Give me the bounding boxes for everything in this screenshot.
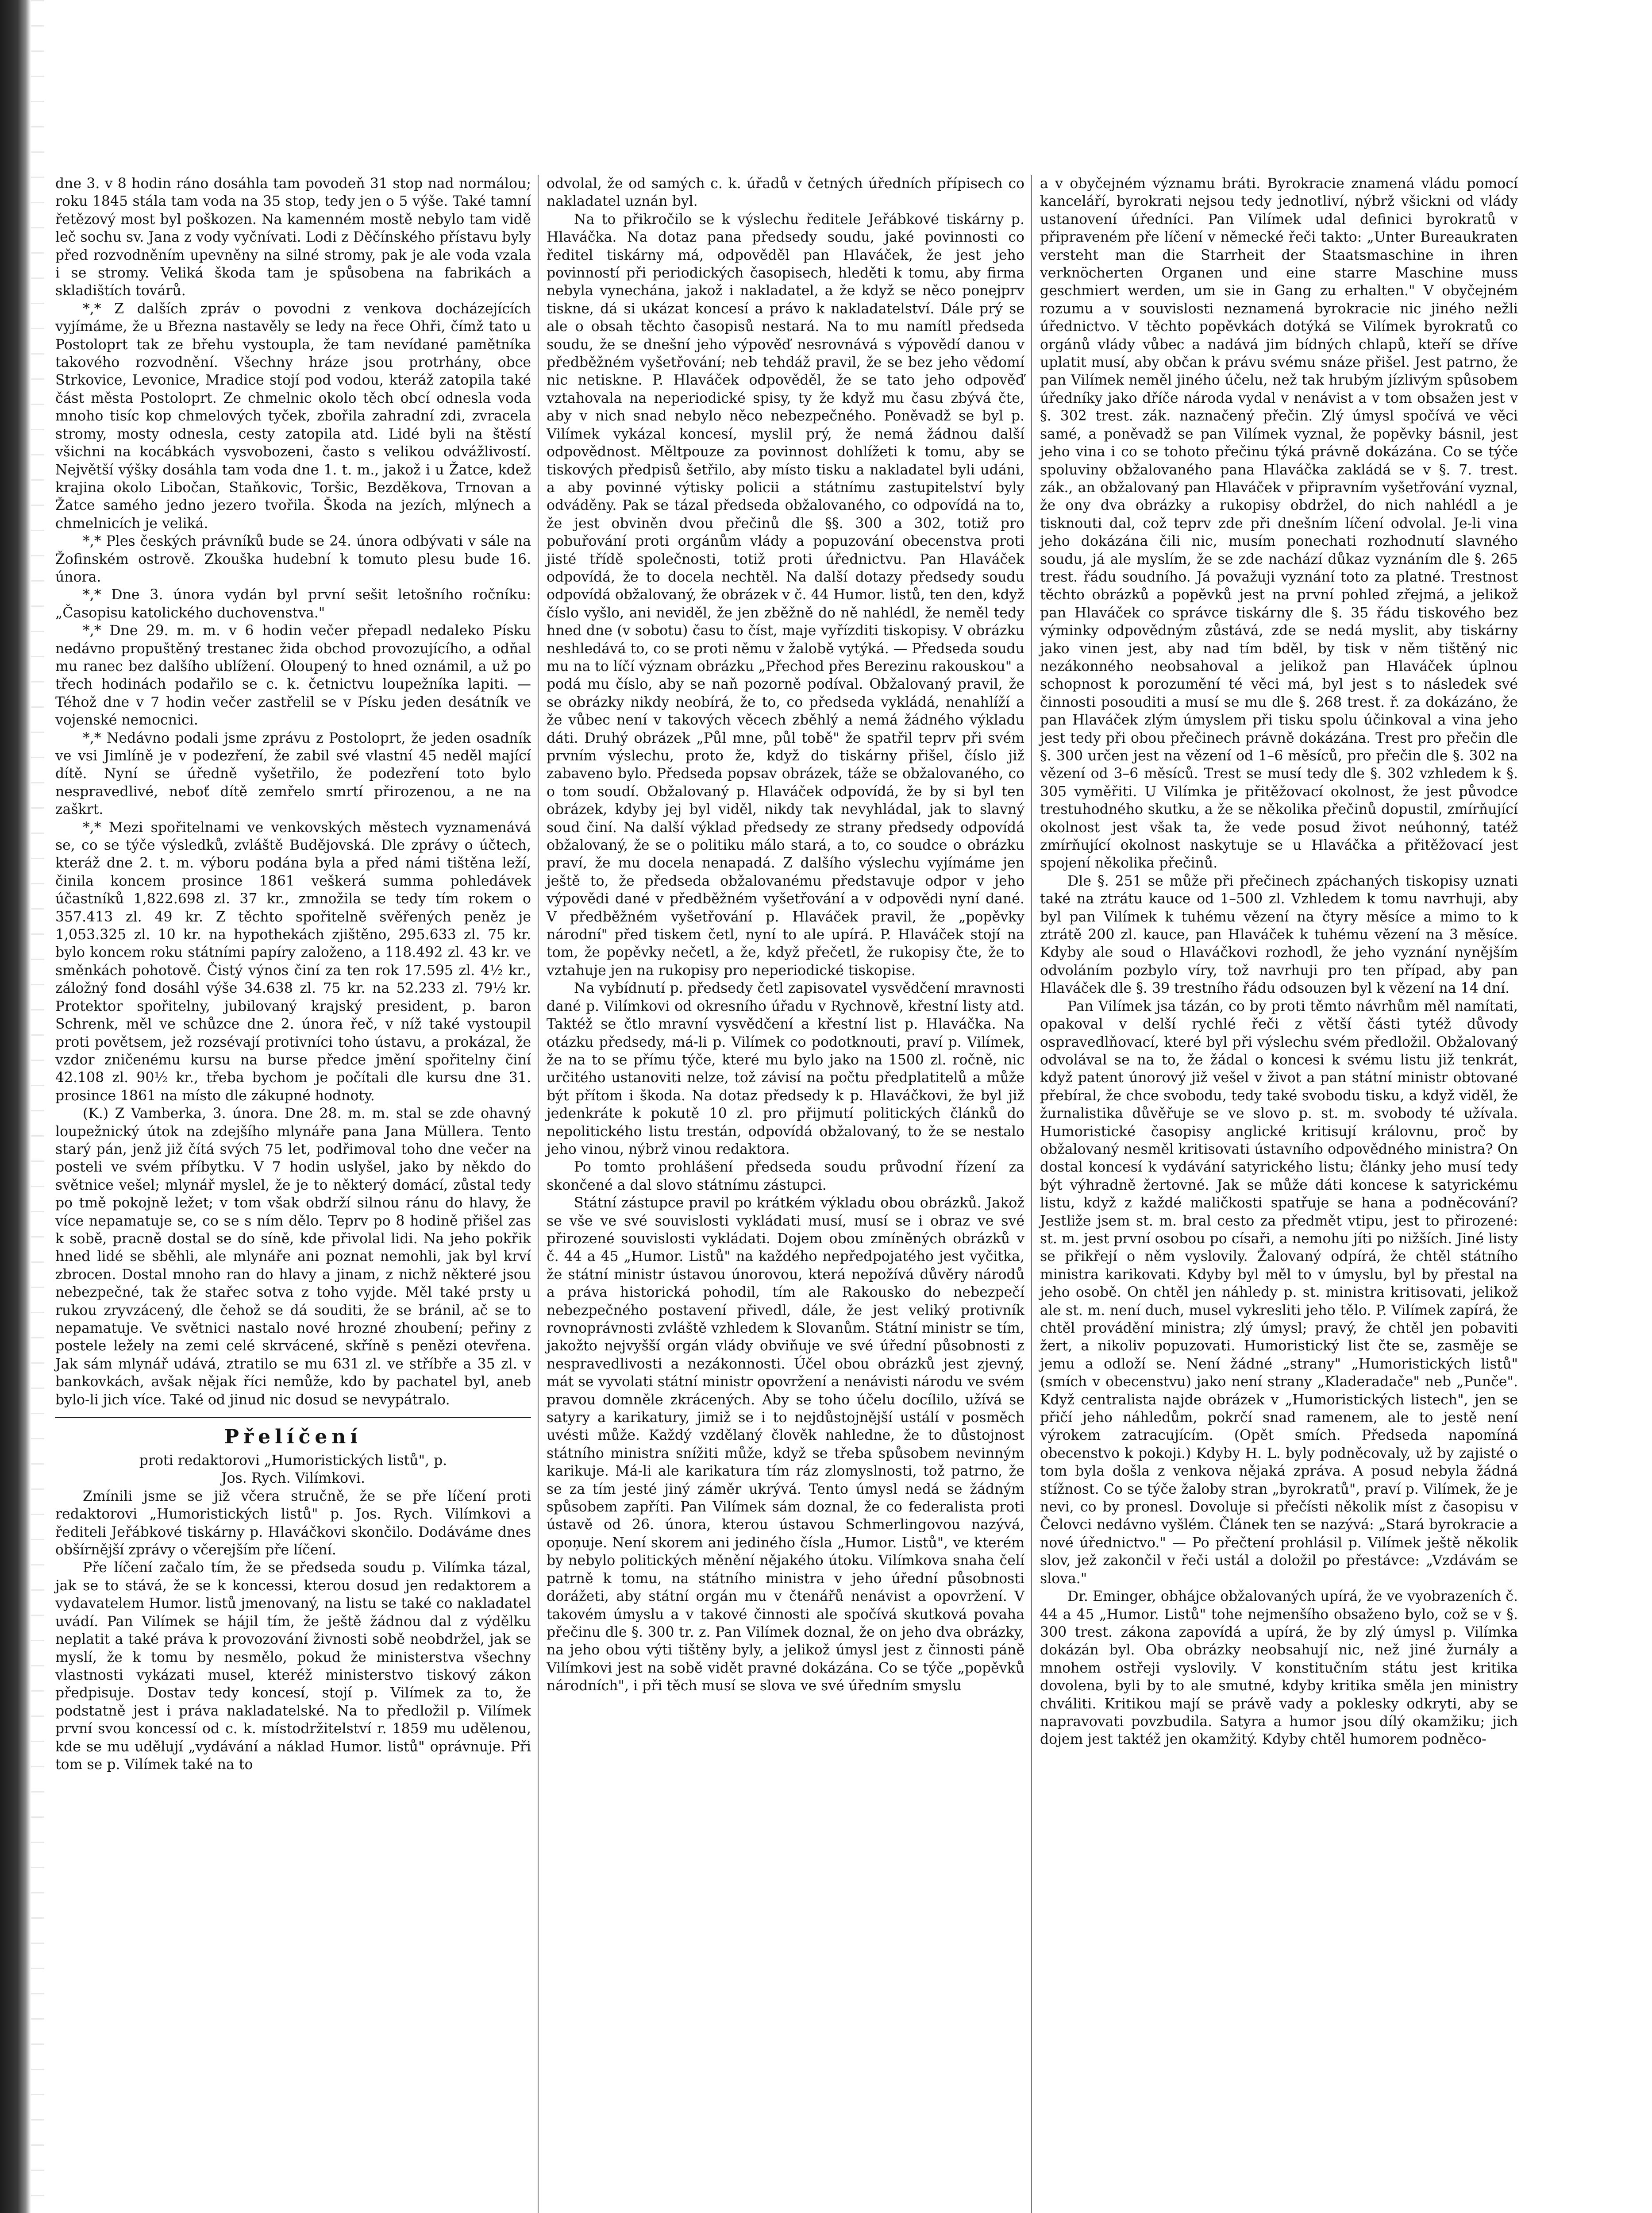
paragraph-trial-intro: Zmínili jsme se již včera stručně, že se pře líčení proti redaktorovi „Humoristických listů" p. Jos. Rych. Vilímkovi a řediteli Jeřábkové tiskárny p. Hlaváčkovi skončilo. Dodáváme dnes obšírnější zprávy o včerejším pře líčení.: [55, 1488, 531, 1558]
paragraph-prosecutor-word: Po tomto prohlášení předseda soudu průvodní řízení za skončené a dal slovo státnímu zástupci.: [547, 1159, 1024, 1193]
section-subtitle-line-1: proti redaktorovi „Humoristických listů", p.: [139, 1453, 447, 1469]
paragraph-hlavacek-hearing: Na to přikročilo se k výslechu ředitele Jeřábkové tiskárny p. Hlaváčka. Na dotaz pana předsedy soudu, jaké povinnosti co ředitel tiskárny má, odpověděl pan Hlaváček, že jest jeho povinností při periodických časopisech, hleděti k tomu, aby firma nebyla vynechána, jakož i nakladatel, a že když se něco ponejprv tiskne, dá si ukázat koncesí a právo k nakladatelství. Dále prý se ale o obsah těchto časopisů nestará. Na to mu namítl předseda soudu, že se dnešní jeho výpověď nesrovnává s výpovědí danou v předběžném vyšetřování; neb tehdáž pravil, že se bez jeho vědomí nic netiskne. P. Hlaváček odpověděl, že se tato jeho odpověď vztahovala na neperiodické spisy, ty že když mu času zbývá čte, aby v nich snad nebylo něco nebezpečného. Poněvadž se byl p. Vilímek vykázal koncesí, myslil prý, že nemá žádnou další odpovědnost. Měltpouze za povinnost dohlížeti k tomu, aby se tiskových předpisů šetřilo, aby místo tisku a nakladatel byli udáni, a aby povinné výtisky policii a státnímu zastupitelství byly odváděny. Pak se tázal předseda obžalovaného, co odpovídá na to, že jest obviněn dvou přečinů dle §§. 300 a 302, totiž pro pobuřování proti orgánům vlády a popuzování obecenstva proti jisté třídě společnosti, totiž proti úřednictvu. Pan Hlaváček odpovídá, že to docela nechtěl. Na další dotazy předsedy soudu odpovídá obžalovaný, že obrázek v č. 44 Humor. listů, ten den, když číslo vyšlo, ani neviděl, že jen zběžně do ně nahlédl, že neměl tedy hned dne (v sobotu) času to číst, maje vyřízditi tiskopisy. V obrázku neshledává to, co se proti němu v žalobě vytýká. — Předseda soudu mu na to líčí význam obrázku „Přechod přes Berezinu rakouskou" a podá mu číslo, aby se naň pozorně podíval. Obžalovaný pravil, že se obrázky nikdy neobírá, že to, co předseda vykládá, nenahlíží a že vůbec není v takových věcech zběhlý a nemá žádného výkladu dáti. Druhý obrázek „Půl mne, půl tobě" že spatřil teprv při svém prvním výslechu, proto že, když do tiskárny přišel, číslo již zabaveno bylo. Předseda popsav obrázek, táže se obžalovaného, co o tom soudí. Obžalovaný p. Hlaváček odpovídá, že by si byl ten obrázek, kdyby jej byl viděl, nikdy tak nevyhládal, jak to slavný soud činí. Na další výklad předsedy ze strany předsedy odpovídá obžalovaný, že se o politiku málo stará, a to, co soudce o obrázku praví, že mu docela nenapadá. Z dalšího výslechu vyjímáme jen ještě to, že předseda obžalovanému představuje odpor v jeho výpovědi dané v předběžném vyšetřování a v odpovědi nyní dané. V předběžném vyšetřování p. Hlaváček pravil, že „popěvky národní" před tiskem četl, nyní to ale upírá. P. Hlaváček stojí na tom, že popěvky nečetl, a že, když přečetl, že rukopisy čte, že to vztahuje jen na rukopisy pro neperiodické tiskopise.: [547, 211, 1024, 979]
column-divider-2: [1031, 175, 1032, 2213]
paragraph-prosecutor-speech: Státní zástupce pravil po krátkém výkladu obou obrázků. Jakož se vše ve své souvislosti vykládati musí, musí se i obraz ve své přirozené souvislosti vykládati. Dojem obou zmíněných obrázků v č. 44 a 45 „Humor. Listů" na každého nepředpojatého jest vyčitka, že státní ministr ústavou únorovou, která nepožívá důvěry národů a práva historická pohodil, tím ale Rakousko do nebezpečí nebezpečného postavení přivedl, dále, že jest veliký protivník rovnoprávnosti zvláště vzhledem k Slovanům. Státní ministr se tím, jakožto nejvyšší orgán vlády obviňuje ve své úřední působnosti z nespravedlivosti a nezákonnosti. Účel obou obrázků jest zjevný, mát se vyvolati státní ministr opovržení a nenávisti národu ve svém pravou domněle zkrácených. Aby se toho účelu docílilo, užívá se satyry a karikatury, jimiž se i to nejdůstojnější ustálí v posměch uvésti může. Každý vzdělaný člověk nahledne, že to důstojnost státního ministra snížiti může, když se třeba spůsobem nevinným karikuje. Má-li ale karikatura tím ráz zlomyslnosti, tož patrno, že se za tím jesté jiný záměr ukrývá. Tento úmysl nedá se žádným spůsobem zapříti. Pan Vilímek sám doznal, že co federalista proti ústavě od 26. února, kterou ústavou Schmerlingovou nazývá, opoņuje. Není skorem ani jediného čísla „Humor. Listů", ve kterém by nebylo politických měnění nějakého útoku. Vilímkova snaha čelí patrně k tomu, na státního ministra v jeho úřední působnosti dorážeti, aby státní orgán mu v čtenářů nenávist a opovržení. V takovém úmyslu a v takové činnosti ale spočívá skutková povaha přečinu dle §. 300 tr. z. Pan Vilímek doznal, že on jeho dva obrázky, na jeho obou výti tištěny byly, a jelikož úmysl jest z činnosti páně Vilímkovi jest na sobě vidět pravné dokázána. Co se týče „popěvků národních", i při těch musí se slova ve své úředním smyslu: [547, 1195, 1024, 1694]
paragraph-lawyers-ball: *,* Ples českých právníků bude se 24. února odbývati v sále na Žofinském ostrově. Zkouška hudební k tomuto plesu bude 16. února.: [55, 533, 531, 585]
paragraph-bureaucracy: a v obyčejném významu bráti. Byrokracie znamená vládu pomocí kanceláří, byrokrati nejsou tedy jednotliví, nýbrž všickni od vlády ustanovení úředníci. Pan Vilímek udal definici byrokratů v připraveném pře líčení v německé řeči takto: „Unter Bureaukraten versteht man die Starrheit der Staatsmaschine in ihren verknöcherten Organen und eine starre Maschine muss geschmiert werden, um sie in Gang zu erhalten." V obyčejném rozumu a v souvislosti neznamená byrokracie nic jiného nežli úřednictvo. V těchto popěvkách dotýká se Vilímek byrokratů co orgánů vlády vůbec a nadává jim bídných chlapů, kteří se dříve uplatit musí, aby občan k právu svému snáze přišel. Jest patrno, že pan Vilímek neměl jiného účelu, než tak hrubým jízlivým spůsobem úředníky jako dříče národa vydal v nenávist a v tom obsažen jest v §. 302 trest. zák. naznačený přečin. Zlý úmysl spočívá ve věci samé, a poněvadž se pan Vilímek vyznal, že popěvky básnil, jest jeho vina i co se tohoto přečinu týká právně dokázána. Co se týče spoluviny obžalovaného pana Hlaváčka zakládá se v §. 7. trest. zák., an obžalovaný pan Hlaváček v připravním vyšetřování vyznal, že ony dva obrázky a rukopisy obdržel, do nich nahlédl a je tisknouti dal, což teprv zde při dnešním líčení odvolal. Je-li vina jeho dokázána čili nic, musím ponechati rozhodnutí slavného soudu, já ale myslím, že se zde nachází důkaz vyznáním dle §. 265 trest. řádu soudního. Já považuji vyznání toto za platné. Trestnost těchto obrázků a popěvků jest na první pohled zřejmá, a jelikož pan Hlaváček co správce tiskárny dle §. 35 řádu tiskového bez výminky odpovědným zůstává, zde se nedá myslit, aby tiskárny jako vinen jest, aby nad tím bděl, by tisk v něm tištěný nic nezákonného neobsahoval a jelikož pan Hlaváček úplnou schopnost k porozumění té věci má, byl jest s to následek své činnosti posouditi a musí se mu dle §. 268 trest. ř. za dokázáno, že pan Hlaváček zlým úmyslem při tisku spolu účinkoval a vina jeho jest tedy při obou přečinech právně dokázána. Trest pro přečin dle §. 300 určen jest na vězení od 1–6 měsíců, pro přečin dle §. 302 na vězení od 3–6 měsíců. Trest se musí tedy dle §. 302 vzhledem k §. 305 vyměřiti. U Vilímka je přitěžovací okolnost, že jest původce trestuhodného skutku, a že se několika přečinů dopustil, zmírňující okolnost jest však ta, že vede posud život neúhonný, tatéž zmírňující okolnost naskytuje se u Hlaváčka a přitěžovací jest spojení několika přečinů.: [1040, 176, 1518, 871]
paragraph-continuation: odvolal, že od samých c. k. úřadů v četných úředních přípisech co nakladatel uznán byl.: [547, 176, 1024, 210]
paragraph-robbery-pisek: *,* Dne 29. m. m. v 6 hodin večer přepadl nedaleko Písku nedávno propuštěný trestanec žida obchod provozujícího, a odňal mu ranec bez dalšího ublížení. Oloupený to hned oznámil, a už po třech hodinách podařilo se c. k. četnictvu loupežníka lapiti. — Téhož dne v 7 hodin večer zastřelil se v Písku jeden desátník ve vojenské nemocnici.: [55, 623, 531, 729]
paragraph-vamberk-robbery: (K.) Z Vamberka, 3. února. Dne 28. m. m. stal se zde ohavný loupežnický útok na zdejšího mlynáře pana Jana Müllera. Tento starý pán, jenž již čítá svých 75 let, podřimoval toho dne večer na posteli ve svém příbytku. V 7 hodin uslyšel, jako by někdo do světnice vešel; mlynář myslel, že je to některý domácí, zůstal tedy po tmě pokojně ležet; v tom však obdrží silnou ránu do hlavy, že více nepamatuje se, co se s ním dělo. Teprv po 8 hodině přišel zas k sobě, pracně dostal se do síně, kde přivolal lidi. Na jeho pokřik hned lidé se sběhli, ale mlynáře ani poznat nemohli, jak byl krví zbrocen. Dostal mnoho ran do hlavy a jinam, z nichž některé jsou nebezpečné, tak že stařec sotva z toho vyjde. Měl také prsty u rukou zryvzácený, dle čehož se dá souditi, že se bránil, ač se to nepamatuje. Ve světnici nastalo nové hrozné zhoubení; peřiny z postele ležely na zemi celé skrvácené, skříně s penězi otevřena. Jak sám mlynář udává, ztratilo se mu 631 zl. ve stříbře a 35 zl. v bankovkách, avšak nějak říci nemůže, kdo by pachatel byl, aneb bylo-li jich více. Také od jinud nic dosud se nevypátralo.: [55, 1106, 531, 1408]
paragraph-flood-news: *,* Z dalších zpráv o povodni z venkova docházejících vyjímáme, že u Března nastavěly se ledy na řece Ohři, čímž tato u Postoloprt tak ze břehu vystoupla, že tam nevídané pamětníka takového rozvodnění. Všechny hráze jsou protrhány, obce Strkovice, Levonice, Mradice stojí pod vodou, kteráž zatopila také část města Postoloprt. Ze chmelnic okolo těch obcí odnesla voda mnoho tisíc kop chmelových tyček, zbořila zahradní zdi, zvracela stromy, mosty odnesla, cesty zatopila atd. Lidé byli na štěstí všichni na kocábkách vysvobozeni, často s velikou odvážlivostí. Největší výšky dosáhla tam voda dne 1. t. m., jakož i u Žatce, kdež krajina okolo Libočan, Staňkovic, Toršic, Bezděkova, Trnovan a Žatce samého jedno jezero tvořila. Škoda na jezích, mlýnech a chmelnicích je veliká.: [55, 301, 531, 532]
section-separator: [55, 1417, 531, 1418]
paragraph-defense-counsel: Dr. Eminger, obhájce obžalovaných upírá, že ve vyobrazeních č. 44 a 45 „Humor. Listů" tohe nejmenšího obsaženo bylo, což se v §. 300 trest. zákona zapovídá a upírá, že by zlý úmysl p. Vilímka dokázán byl. Oba obrázky neobsahují nic, než jiné žurnály a mnohem ostřeji vyslovily. V konstitučním státu jest kritika dovolena, byli by to ale smutné, kdyby kritika směla jen ministry chváliti. Kritikou mají se právě vady a poklesky odkryti, aby se napravovati povzbudila. Satyra a humor jsou dílý okamžiku; jich dojem jest taktéž jen okamžitý. Kdyby chtěl humorem podněco-: [1040, 1588, 1518, 1748]
paragraph-flood-report: dne 3. v 8 hodin ráno dosáhla tam povodeň 31 stop nad normálou; roku 1845 stála tam voda na 35 stop, tedy jen o 5 výše. Také tamní řetězový most byl poškozen. Na kamenném mostě nebylo tam vidě leč sochu sv. Jana z vody vyčnívati. Lodi z Děčínského přístavu byly před rozvodněním upevněny na silné stromy, pak je ale voda vzala i se stromy. Veliká škoda tam je spůsobena na fabrikách a skladištích továrů.: [55, 176, 531, 299]
column-divider-1: [538, 175, 539, 2213]
paragraph-vilimek-defense: Pan Vilímek jsa tázán, co by proti těmto návrhům měl namítati, opakoval v delší rychlé řeči z větší části tytéž důvody ospravedlňovací, které byl při výslechu svém předložil. Obžalovaný odvolával se na to, že žádal o koncesi k svému listu již tenkrát, když patent únorový již vešel v život a pan státní ministr obtované přebíral, že chce svobodu, tedy také svobodu tisku, a když viděl, že žurnalistika důvěřuje se ve slovo p. st. m. svobody té užívala. Humoristické časopisy anglické kritisují královnu, proč by obžalovaný nesměl kritisovati ústavního odpovědného ministra? On dostal koncesí k vydávání satyrického listu; články jeho musí tedy být výhradně žertovné. Jak se může dáti koncese k satyrickému listu, když z každé maličkosti spatřuje se hana a podněcování? Jestliže jsem st. m. bral cesto za předmět vtipu, jest to přirozené: st. m. jest první osobou po císaři, a nemohu jíti po nižších. Jiné listy se přikřejí o něm vyslovily. Žalovaný odpírá, že chtěl státního ministra karikovati. Kdyby byl měl to v úmyslu, byl by přestal na jeho osobě. On chtěl jen náhledy p. st. ministra kritisovati, jelikož ale st. m. není duch, musel vykresliti jeho tělo. P. Vilímek zapírá, že chtěl provádění ministra; zlý úmysl; pravý, že chtěl jen pobaviti žert, a nikoliv popuzovati. Humoristický list čte se, zasměje se jemu a odloží se. Není žádné „strany" „Humoristických listů" (smích v obecenstvu) jako není strany „Kladeradače" neb „Punče". Když centralista najde obrázek v „Humoristických listech", jen se přičí jeho náhledům, pokrčí snad ramenem, ale to jestě není výrokem zatracujícím. (Opět smích. Předseda napomíná obecenstvo k pokoji.) Kdyby H. L. byly podněcovaly, už by zajisté o tom byla došla z venkova nějaká zpráva. A posud nebyla žádná stížnost. Co se týče žaloby stran „byrokratů", praví p. Vilímek, že je nevi, co by pronesl. Dovoluje si přečísti několik míst z časopisu v Čelovci nedávno vyšlém. Článek ten se nazývá: „Stará byrokracie a nové úřednictvo." — Po přečtení prohlásil p. Vilímek ještě několik slov, jež zakončil v řeči ustál a doložil po přestávce: „Vzdávám se slova.": [1040, 998, 1518, 1587]
paragraph-certificates: Na vybídnutí p. předsedy četl zapisovatel vysvědčení mravnosti dané p. Vilímkovi od okresního úřadu v Rychnově, křestní listy atd. Taktéž se čtlo mravní vysvědčení a křestní list p. Hlaváčka. Na otázku předsedy, má-li p. Vilímek co podotknouti, praví p. Vilímek, že na to se přímu týče, které mu bylo jako na 1500 zl. ročně, nic určitého ustanoviti nelze, tož závisí na počtu předplatitelů a může být přítom i škoda. Na dotaz předsedy k p. Hlaváčkovi, že byl již jedenkráte k pokutě 10 zl. pro přijmutí politických článků do nepolitického listu trestán, odpovídá obžalovaný, to že se nestalo jeho vinou, nýbrž vinou redaktora.: [547, 980, 1024, 1157]
scan-edge-shadow: [31, 0, 44, 2213]
paragraph-trial-start: Pře líčení začalo tím, že se předseda soudu p. Vilímka tázal, jak se to stává, že se k koncessi, kterou dosud jen redaktorem a vydavatelem Humor. listů jmenovaný, na listu se také co nakladatel uvádí. Pan Vilímek se hájil tím, že ještě žádnou dal z výdělku neplatit a také práva k provozování živnosti sobě neobdržel, jak se myslí, že k tomu by nesmělo, pokud že ministerstva všechny vlastnosti vykázati musel, kteréž ministerstvo tiskový zákon předpisuje. Dostav tedy koncesí, stojí p. Vilímek za to, že podstatně jest i práva nakladatelské. Na to předložil p. Vilímek první svou koncessí od c. k. místodržitelství r. 1859 mu udělenou, kde se mu udělují „vydávání a náklad Humor. listů" oprávnuje. Při tom se p. Vilímek také na to: [55, 1560, 531, 1773]
paragraph-postoloprt-case: *,* Nedávno podali jsme zprávu z Postoloprt, že jeden osadník ve vsi Jimlíně je v podezření, že zabil své vlastní 45 neděl mající dítě. Nyní se úředně vyšetřilo, že podezření toto bylo nespravedlivé, neboť dítě zemřelo smrtí přirozenou, a ne na zaškrt.: [55, 730, 531, 818]
section-title: Přelíčení: [224, 1426, 362, 1449]
paragraph-sentence-proposal: Dle §. 251 se může při přečinech zpáchaných tiskopisy uznati také na ztrátu kauce od 1–500 zl. Vzhledem k tomu navrhuji, aby byl pan Vilímek k tuhému vězení na čtyry měsíce a mimo to k ztrátě 200 zl. kauce, pan Hlaváček k tuhému vězení na 3 měsíce. Kdyby ale soud o Hlaváčkovi rozhodl, že jeho vyznání nynějším odvoláním pozbylo víry, tož navrhuji pro ten případ, aby pan Hlaváček dle §. 39 trestního řádu odsouzen byl k vězení na 14 dní.: [1040, 873, 1518, 997]
scan-binding-edge: [0, 0, 31, 2213]
column-1: [55, 175, 531, 1773]
section-subtitle-line-2: Jos. Rych. Vilímkovi.: [221, 1470, 365, 1487]
paragraph-savings-bank: *,* Mezi spořitelnami ve venkovských městech vyznamenává se, co se týče výsledků, zvláště Budějovská. Dle zprávy o účtech, kteráž dne 2. t. m. výboru podána byla a před námi tištěna leží, činila koncem prosince 1861 veškerá summa pohledávek účastníků 1,822.698 zl. 37 kr., zmnožila se tedy tím rokem o 357.413 zl. 49 kr. Z těchto spořitelně svěřených peněz je 1,053.325 zl. 10 kr. na hypothekách zjištěno, 295.633 zl. 75 kr. bylo koncem roku státními papíry založeno, a 118.492 zl. 43 kr. ve směnkách pohotově. Čistý výnos činí za ten rok 17.595 zl. 4½ kr., záložný fond dosáhl výše 34.638 zl. 75 kr. na 52.233 zl. 79½ kr. Protektor spořitelny, jubilovaný krajský president, p. baron Schrenk, měl ve schůzce dne 2. února řeč, v níž také vystoupil proti povětsem, jež rozsévají protivníci toho ústavu, a prokázal, že vzdor zničenému kursu na burse předce jmění spořitelny činí 42.108 zl. 90½ kr., třeba bychom je počítali dle kursu dne 31. prosince 1861 na místo dle zákupné hodnoty.: [55, 819, 531, 1104]
paragraph-periodical-issue: *,* Dne 3. února vydán byl první sešit letošního ročníku: „Časopisu katolického duchovenstva.": [55, 587, 531, 621]
column-3: [1040, 175, 1518, 1749]
column-2: [547, 175, 1024, 1695]
